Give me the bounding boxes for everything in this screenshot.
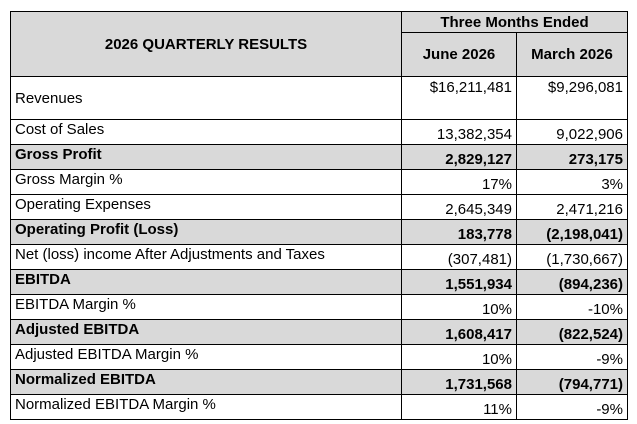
june-value: $16,211,481: [402, 77, 517, 120]
period-group-header: Three Months Ended: [402, 12, 628, 33]
row-label: Normalized EBITDA: [11, 370, 402, 395]
row-label: Gross Margin %: [11, 170, 402, 195]
row-label: EBITDA Margin %: [11, 295, 402, 320]
table-row: [11, 145, 628, 170]
june-value: (307,481): [402, 245, 517, 270]
june-value: 10%: [402, 295, 517, 320]
march-value: 9,022,906: [517, 120, 628, 145]
column-header-march-2026: March 2026: [517, 33, 628, 77]
march-value: $9,296,081: [517, 77, 628, 120]
row-label: Normalized EBITDA Margin %: [11, 395, 402, 420]
table-row: [11, 320, 628, 345]
june-value: 1,551,934: [402, 270, 517, 295]
row-label: Gross Profit: [11, 145, 402, 170]
march-value: 3%: [517, 170, 628, 195]
march-value: -9%: [517, 395, 628, 420]
table-row: [11, 170, 628, 195]
march-value: (894,236): [517, 270, 628, 295]
june-value: 1,608,417: [402, 320, 517, 345]
march-value: -9%: [517, 345, 628, 370]
row-label: Operating Expenses: [11, 195, 402, 220]
table-row: [11, 345, 628, 370]
row-label: Net (loss) income After Adjustments and Taxes: [11, 245, 402, 270]
june-value: 1,731,568: [402, 370, 517, 395]
row-label: Adjusted EBITDA Margin %: [11, 345, 402, 370]
june-value: 2,645,349: [402, 195, 517, 220]
march-value: (2,198,041): [517, 220, 628, 245]
row-label: Revenues: [11, 77, 402, 120]
table-row: [11, 220, 628, 245]
table-row: [11, 395, 628, 420]
march-value: (1,730,667): [517, 245, 628, 270]
june-value: 11%: [402, 395, 517, 420]
row-label: EBITDA: [11, 270, 402, 295]
table-row: [11, 195, 628, 220]
quarterly-results-table: [10, 11, 628, 420]
june-value: 17%: [402, 170, 517, 195]
march-value: (794,771): [517, 370, 628, 395]
table-row: [11, 245, 628, 270]
march-value: 2,471,216: [517, 195, 628, 220]
column-header-june-2026: June 2026: [402, 33, 517, 77]
march-value: (822,524): [517, 320, 628, 345]
table-row: [11, 270, 628, 295]
table-row: [11, 295, 628, 320]
row-label: Adjusted EBITDA: [11, 320, 402, 345]
table-row: [11, 77, 628, 120]
row-label: Operating Profit (Loss): [11, 220, 402, 245]
march-value: -10%: [517, 295, 628, 320]
table-title: 2026 QUARTERLY RESULTS: [11, 12, 402, 77]
june-value: 13,382,354: [402, 120, 517, 145]
june-value: 10%: [402, 345, 517, 370]
row-label: Cost of Sales: [11, 120, 402, 145]
march-value: 273,175: [517, 145, 628, 170]
table-row: [11, 370, 628, 395]
june-value: 2,829,127: [402, 145, 517, 170]
june-value: 183,778: [402, 220, 517, 245]
table-row: [11, 120, 628, 145]
